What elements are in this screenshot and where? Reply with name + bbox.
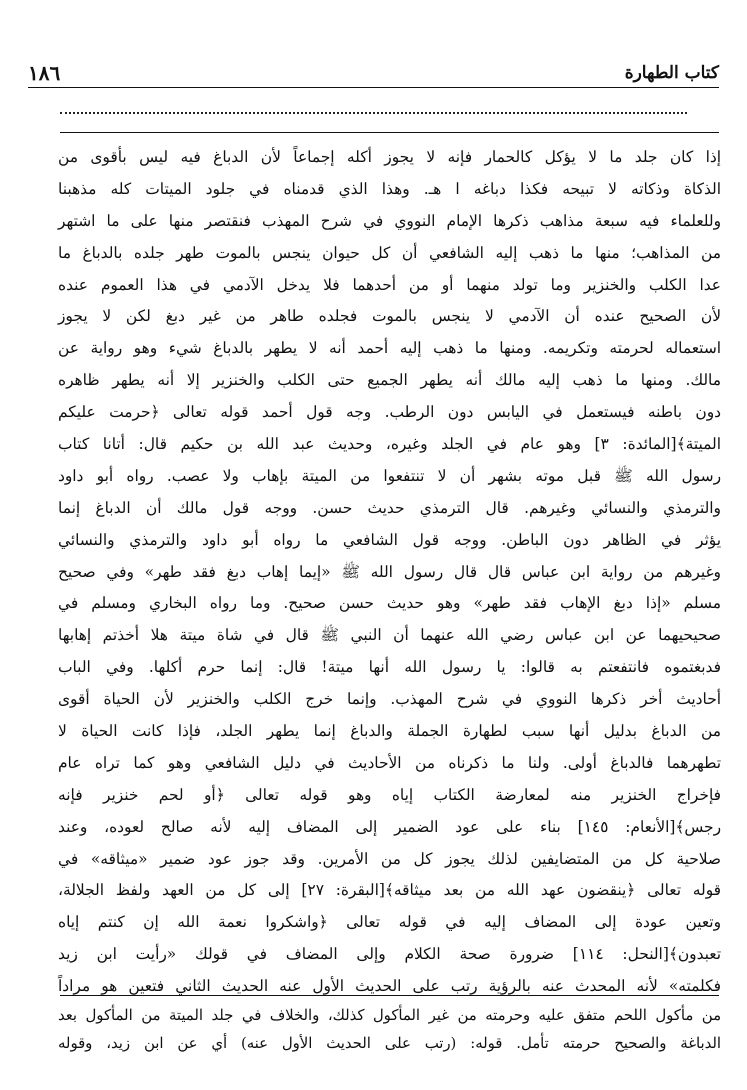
text-line: الميتة﴾[المائدة: ٣] وهو عام في الجلد وغيره، وحديث عبد الله بن حكيم قال: أتانا كتاب xyxy=(58,435,721,454)
text-line: تعبدون﴾[النحل: ١١٤] ضرورة صحة الكلام وإلى المضاف في قولك «رأيت ابن زيد xyxy=(58,945,722,964)
text-line: استعماله لحرمته وتكريمه. ومنها ما ذهب إليه أحمد أنه لا يطهر بالدباغ شيء وهو رواية عن xyxy=(58,339,721,358)
text-line: لأن الصحيح عنده أن الآدمي لا ينجس بالموت فجلده طاهر من غير دبغ لكن لا يجوز xyxy=(58,307,721,326)
text-line: رسول الله ﷺ قبل موته بشهر أن لا تنتفعوا من الميتة بإهاب ولا عصب. رواه أبو داود xyxy=(58,466,721,485)
text-line: عدا الكلب والخنزير وما تولد منهما أو من أحدهما فلا يدخل الآدمي في هذا العموم عنده xyxy=(58,275,721,294)
text-line: وغيرهم من رواية ابن عباس قال قال رسول الله ﷺ «إيما إهاب دبغ فقد طهر» وفي صحيح xyxy=(58,562,721,581)
text-line: مسلم «إذا دبغ الإهاب فقد طهر» وهو حديث حسن صحيح. وما رواه البخاري ومسلم في xyxy=(58,594,721,613)
text-line: فكلمته» لأنه المحدث عنه بالرؤية رتب على الحديث الأول عنه الحديث الثاني فتعين هو مراداً xyxy=(58,977,721,996)
header-rule xyxy=(28,87,719,88)
text-line: وللعلماء فيه سبعة مذاهب ذكرها الإمام النووي في شرح المهذب فنقتصر منها على ما اشتهر xyxy=(58,211,721,230)
text-line: فدبغتموه فانتفعتم به قالوا: يا رسول الله أنها ميتة! قال: إنما حرم أكلها. وفي الباب xyxy=(58,658,721,677)
text-line: أحاديث أخر ذكرها النووي في شرح المهذب. وإنما خرج الكلب والخنزير لأن الحياة أقوى xyxy=(58,690,721,709)
text-line: صلاحية كل من المتضايفين لذلك يجوز كل من الأمرين. وقد جوز عود ضمير «ميثاقه» في xyxy=(58,849,721,868)
footnote-line: من مأكول اللحم متفق عليه وحرمته من غير المأكول كذلك، والخلاف في جلد الميتة من المأكول بعد xyxy=(58,1007,721,1024)
text-line: رجس﴾[الأنعام: ١٤٥] بناء على عود الضمير إلى المضاف إليه لأنه صالح لعوده، وعند xyxy=(58,817,721,836)
footnote-line: الدباغة والصحيح حرمته تأمل. قوله: (رتب على الحديث الأول عنه) أي عن ابن زيد، وقوله xyxy=(58,1035,721,1052)
text-line: مالك. ومنها ما ذهب إليه مالك أنه يطهر الجميع حتى الكلب والخنزير إلا أنه يطهر ظاهره xyxy=(58,371,721,390)
footnotes xyxy=(58,1002,721,1086)
running-title: كتاب الطهارة xyxy=(624,63,719,83)
text-line: صحيحيهما عن ابن عباس رضي الله عنهما أن النبي ﷺ قال في شاة ميتة هلا أخذتم إهابها xyxy=(58,626,721,645)
text-line: فإخراج الخنزير منه لمعارضة الكتاب إياه وهو قوله تعالى ﴿أو لحم خنزير فإنه xyxy=(58,785,721,804)
dotted-separator xyxy=(60,112,687,114)
page-header xyxy=(28,60,719,86)
body-top-rule xyxy=(60,132,719,133)
text-line: والترمذي والنسائي وغيرهم. قال الترمذي حديث حسن. ووجه قول مالك أن الدباغ إنما xyxy=(58,498,721,517)
text-line: دون باطنه فيستعمل في اليابس دون الرطب. وجه قول أحمد قوله تعالى ﴿حرمت عليكم xyxy=(58,403,721,422)
text-line: يؤثر في الظاهر دون الباطن. ووجه قول الشافعي ما رواه أبو داود والترمذي والنسائي xyxy=(58,530,721,549)
text-line: قوله تعالى ﴿ينقضون عهد الله من بعد ميثاقه﴾[البقرة: ٢٧] إلى كل من العهد ولفظ الجلالة، xyxy=(58,881,721,900)
text-line: وتعين عودة إلى المضاف إليه في قوله تعالى ﴿واشكروا نعمة الله إن كنتم إياه xyxy=(58,913,721,932)
text-line: من الدباغ بدليل أنها سبب لطهارة الجملة والدباغ إنما يطهر الجلد، فإذا كانت الحياة لا xyxy=(58,722,721,741)
main-text xyxy=(58,142,722,996)
text-line: من المذاهب؛ منها ما ذهب إليه الشافعي أن كل حيوان ينجس بالموت طهر جلده بالدباغ ما xyxy=(58,243,721,262)
page-number: ١٨٦ xyxy=(28,61,61,85)
footnote-rule xyxy=(60,995,719,996)
text-line: تطهرهما فالدباغ أولى. ولنا ما ذكرناه من الأحاديث في دليل الشافعي وهو كما تراه عام xyxy=(58,753,721,772)
text-line: الذكاة وذكاته لا تبيحه فكذا دباغه ا هـ. وهذا الذي قدمناه في جلود الميتات كله مذهبنا xyxy=(58,179,721,198)
text-line: إذا كان جلد ما لا يؤكل كالحمار فإنه لا يجوز أكله إجماعاً لأن الدباغ فيه ليس بأقوى من xyxy=(58,148,721,166)
